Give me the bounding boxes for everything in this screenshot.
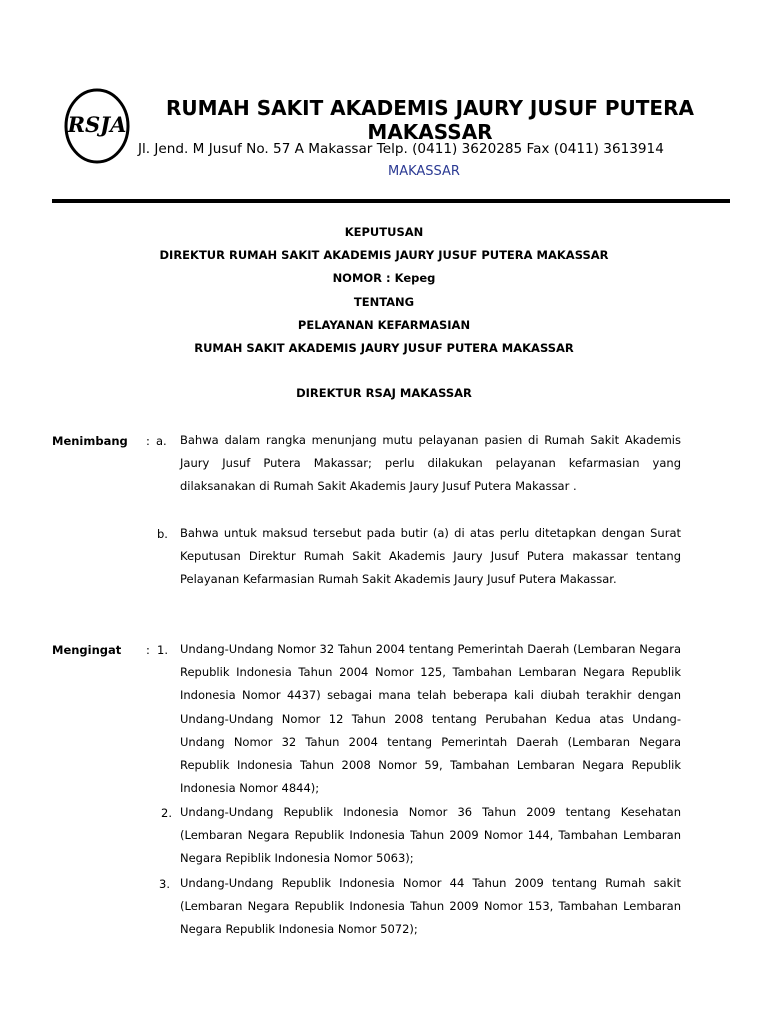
organization-name: RUMAH SAKIT AKADEMIS JAURY JUSUF PUTERA MAKASSAR	[166, 96, 694, 144]
mengingat-item-2-text: Undang-Undang Republik Indonesia Nomor 36 Tahun 2009 tentang Kesehatan (Lembaran Negara Republik Indonesia Tahun 2009 Nomor 144, Tambahan Lembaran Negara Repiblik Indonesia Nomor 5063);	[180, 805, 681, 866]
menimbang-item-b-number: b.	[157, 527, 168, 541]
director-heading: DIREKTUR RSAJ MAKASSAR	[296, 386, 472, 400]
title-line-institution: RUMAH SAKIT AKADEMIS JAURY JUSUF PUTERA MAKASSAR	[194, 340, 574, 355]
mengingat-item-3-text: Undang-Undang Republik Indonesia Nomor 44 Tahun 2009 tentang Rumah sakit (Lembaran Negara Republik Indonesia Tahun 2009 Nomor 153, Tambahan Lembaran Negara Republik Indonesia Nomor 5072);	[180, 876, 681, 937]
menimbang-colon: :	[146, 434, 150, 448]
mengingat-item-2-number: 2.	[161, 806, 172, 820]
menimbang-item-a-number: a.	[156, 434, 167, 448]
title-line-nomor: NOMOR : Kepeg	[332, 271, 436, 286]
organization-address: Jl. Jend. M Jusuf No. 57 A Makassar Telp. (0411) 3620285 Fax (0411) 3613914	[138, 141, 664, 157]
title-line-keputusan: KEPUTUSAN	[344, 225, 424, 239]
organization-city: MAKASSAR	[388, 164, 460, 179]
mengingat-item-3-number: 3.	[159, 877, 170, 891]
title-line-tentang: TENTANG	[353, 294, 415, 309]
mengingat-label: Mengingat	[52, 643, 122, 657]
menimbang-item-b-text: Bahwa untuk maksud tersebut pada butir (a) di atas perlu ditetapkan dengan Surat Keputusan Direktur Rumah Sakit Akademis Jaury Jusuf Putera makassar tentang Pelayanan Kefarmasian Rumah Sakit Akademis Jaury Jusuf Putera Makassar.	[180, 526, 681, 587]
title-line-direktur: DIREKTUR RUMAH SAKIT AKADEMIS JAURY JUSUF PUTERA MAKASSAR	[159, 248, 609, 263]
mengingat-item-1-number: 1.	[157, 643, 168, 657]
mengingat-item-1-text: Undang-Undang Nomor 32 Tahun 2004 tentang Pemerintah Daerah (Lembaran Negara Republik Indonesia Tahun 2004 Nomor 125, Tambahan Lembaran Negara Republik Indonesia Nomor 4437) sebagai mana telah beberapa kali diubah terakhir dengan Undang-Undang Nomor 12 Tahun 2008 tentang Perubahan Kedua atas Undang-Undang Nomor 32 Tahun 2004 tentang Pemerintah Daerah (Lembaran Negara Republik Indonesia Tahun 2008 Nomor 59, Tambahan Lembaran Negara Republik Indonesia Nomor 4844);	[180, 642, 681, 796]
menimbang-label: Menimbang	[52, 434, 128, 448]
hospital-logo	[63, 87, 131, 165]
menimbang-item-a-text: Bahwa dalam rangka menunjang mutu pelayanan pasien di Rumah Sakit Akademis Jaury Jusuf Putera Makassar; perlu dilakukan pelayanan kefarmasian yang dilaksanakan di Rumah Sakit Akademis Jaury Jusuf Putera Makassar .	[180, 433, 681, 494]
document-title	[0, 224, 768, 363]
header-divider	[52, 199, 730, 203]
mengingat-colon: :	[146, 643, 150, 657]
logo-monogram: RSJA	[67, 112, 127, 137]
title-line-subject: PELAYANAN KEFARMASIAN	[297, 317, 471, 332]
